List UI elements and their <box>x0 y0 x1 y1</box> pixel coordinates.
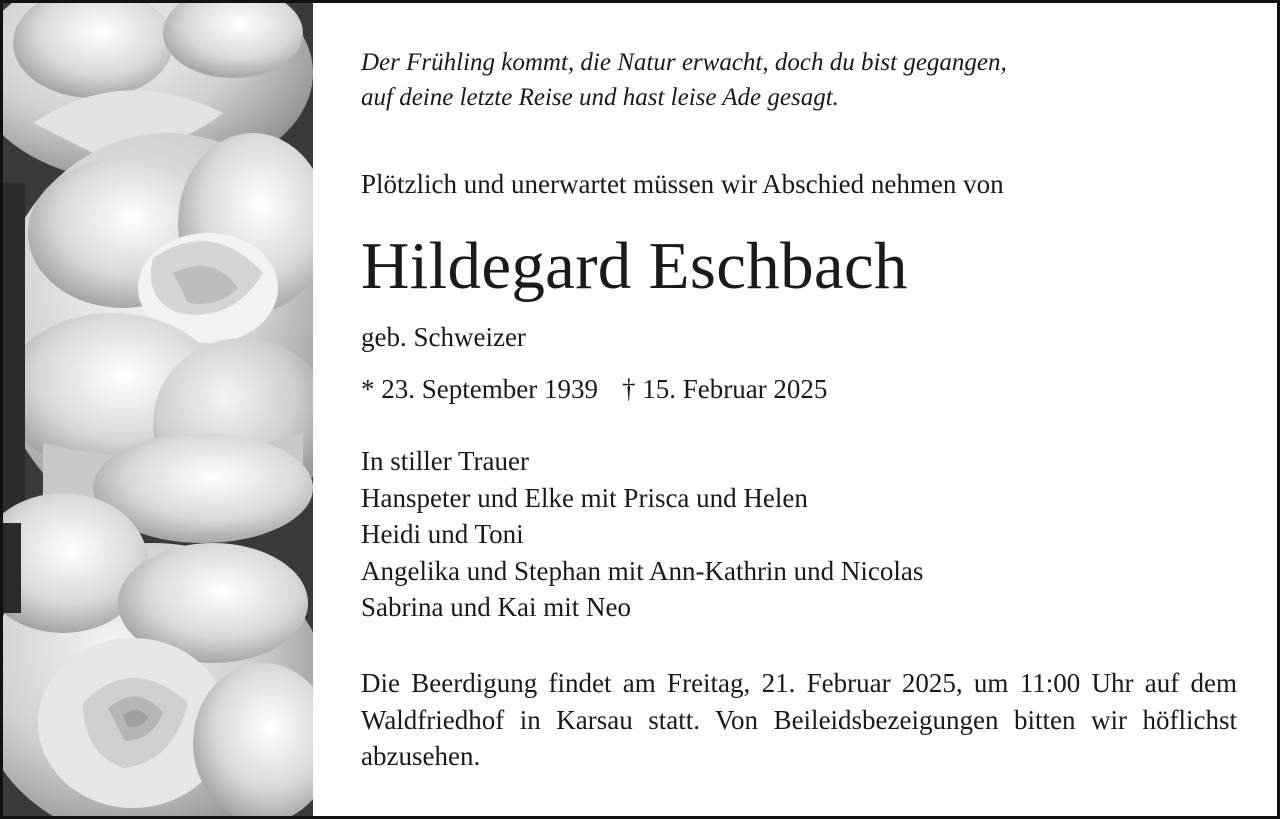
motto-line-1: Der Frühling kommt, die Natur erwacht, doch du bist gegangen, <box>361 49 1007 76</box>
birth-date: * 23. September 1939 <box>361 374 598 404</box>
roses-image-icon <box>3 3 313 816</box>
maiden-name: geb. Schweizer <box>361 322 526 352</box>
mourners-heading: In stiller Trauer <box>361 446 529 476</box>
mourners-list <box>361 443 923 626</box>
roses-photo <box>3 3 313 816</box>
funeral-announcement: Die Beerdigung findet am Freitag, 21. Februar 2025, um 11:00 Uhr auf dem Waldfriedhof in Karsau statt. Von Beileidsbezeigungen bitten wir höflichst abzusehen. <box>361 668 1237 771</box>
mourner-line: Angelika und Stephan mit Ann-Kathrin und Nicolas <box>361 555 924 586</box>
motto-verse <box>361 45 1221 115</box>
intro-text: Plötzlich und unerwartet müssen wir Abschied nehmen von <box>361 169 1004 199</box>
death-date: † 15. Februar 2025 <box>621 374 828 404</box>
life-dates <box>361 371 827 407</box>
motto-line-2: auf deine letzte Reise und hast leise Ade gesagt. <box>361 84 839 111</box>
mourner-line: Sabrina und Kai mit Neo <box>361 592 631 622</box>
mourner-line: Hanspeter und Elke mit Prisca und Helen <box>361 482 808 513</box>
deceased-name: Hildegard Eschbach <box>361 229 908 303</box>
mourner-line: Heidi und Toni <box>361 519 524 549</box>
